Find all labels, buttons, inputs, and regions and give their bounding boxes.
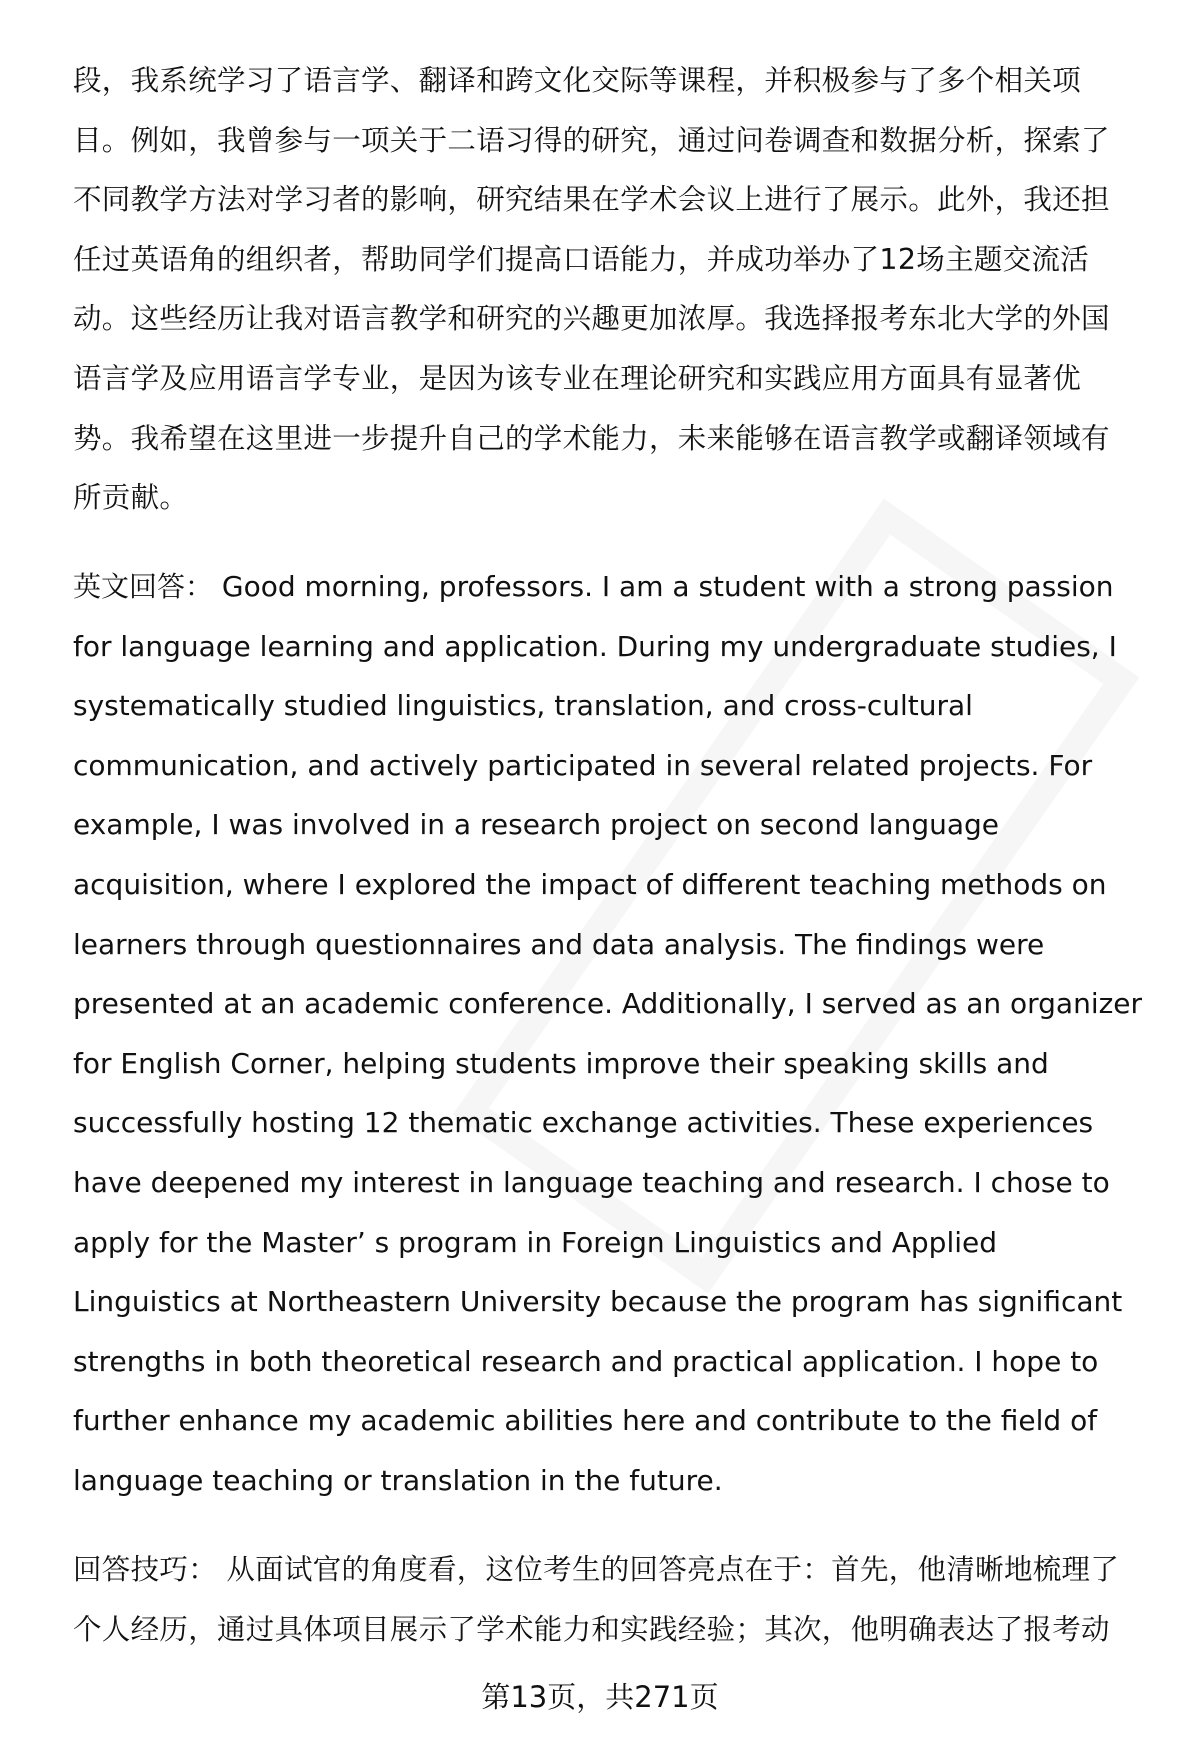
text-line: 英文回答： Good morning, professors. I am a student with a strong passion bbox=[73, 570, 1114, 603]
text-line: 任过英语角的组织者，帮助同学们提高口语能力，并成功举办了12场主题交流活 bbox=[73, 242, 1090, 276]
text-line: example, I was involved in a research project on second language bbox=[73, 808, 999, 842]
text-line: 段，我系统学习了语言学、翻译和跨文化交际等课程，并积极参与了多个相关项 bbox=[73, 64, 1082, 97]
text-line: systematically studied linguistics, translation, and cross-cultural bbox=[73, 689, 973, 723]
text-line: have deepened my interest in language teaching and research. I chose to bbox=[73, 1166, 1110, 1199]
text-line: 不同教学方法对学习者的影响，研究结果在学术会议上进行了展示。此外，我还担 bbox=[73, 183, 1110, 217]
text-line: 势。我希望在这里进一步提升自己的学术能力，未来能够在语言教学或翻译领域有 bbox=[73, 421, 1110, 455]
text-line: Linguistics at Northeastern University because the program has significant bbox=[73, 1285, 1123, 1319]
text-line: 所贡献。 bbox=[73, 481, 189, 515]
text-line: for English Corner, helping students improve their speaking skills and bbox=[73, 1046, 1049, 1080]
text-line: successfully hosting 12 thematic exchange activities. These experiences bbox=[73, 1106, 1094, 1140]
page-number: 第13页，共271页 bbox=[481, 1680, 719, 1714]
text-line: further enhance my academic abilities here and contribute to the field of bbox=[73, 1404, 1098, 1438]
text-line: 动。这些经历让我对语言教学和研究的兴趣更加浓厚。我选择报考东北大学的外国 bbox=[73, 302, 1110, 336]
text-line: learners through questionnaires and data analysis. The findings were bbox=[73, 927, 1045, 961]
text-line: for language learning and application. During my undergraduate studies, I bbox=[73, 629, 1117, 663]
text-line: communication, and actively participated in several related projects. For bbox=[73, 748, 1093, 782]
text-line: 语言学及应用语言学专业，是因为该专业在理论研究和实践应用方面具有显著优 bbox=[73, 362, 1082, 395]
text-line: presented at an academic conference. Additionally, I served as an organizer bbox=[73, 987, 1143, 1021]
text-line: 个人经历，通过具体项目展示了学术能力和实践经验；其次，他明确表达了报考动 bbox=[73, 1612, 1110, 1646]
text-line: apply for the Master’ s program in Foreign Linguistics and Applied bbox=[73, 1225, 998, 1259]
text-line: language teaching or translation in the future. bbox=[73, 1464, 723, 1497]
text-line: 回答技巧： 从面试官的角度看，这位考生的回答亮点在于：首先，他清晰地梳理了 bbox=[73, 1553, 1120, 1586]
text-line: acquisition, where I explored the impact of different teaching methods on bbox=[73, 868, 1107, 901]
text-line: 目。例如，我曾参与一项关于二语习得的研究，通过问卷调查和数据分析，探索了 bbox=[73, 123, 1110, 157]
text-line: strengths in both theoretical research and practical application. I hope to bbox=[73, 1344, 1099, 1378]
